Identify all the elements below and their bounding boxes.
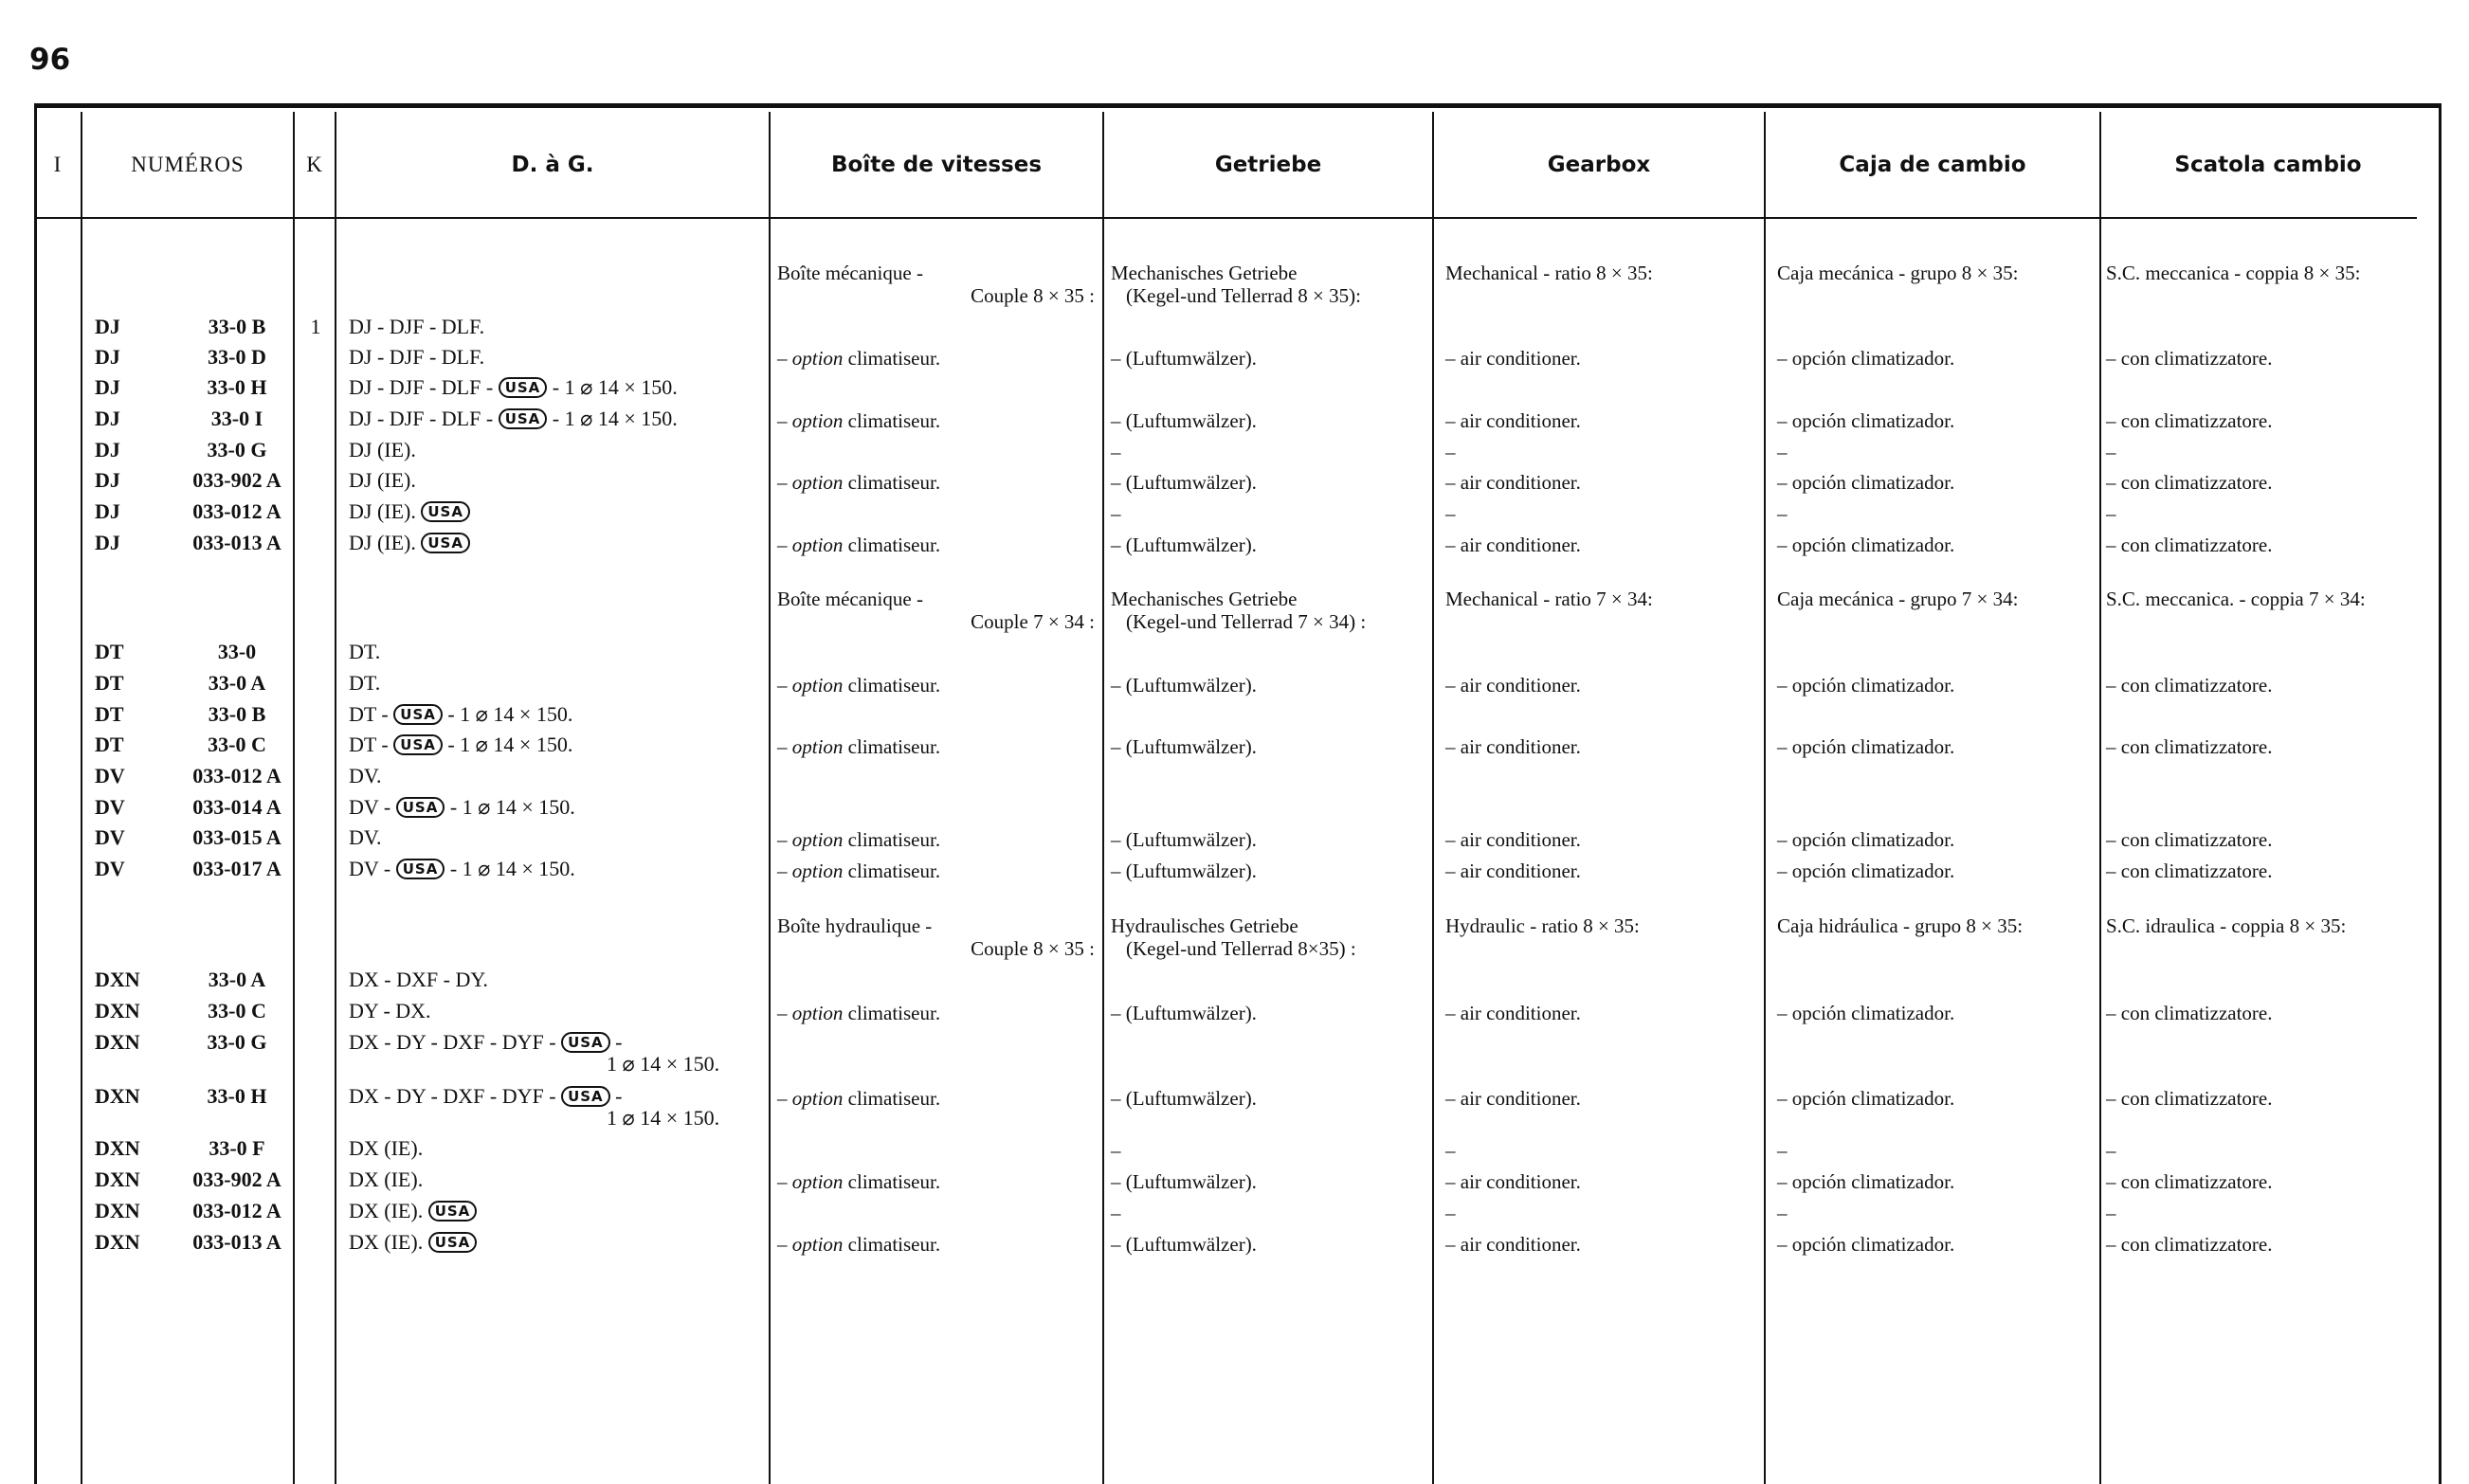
row-number: 33-0 G xyxy=(207,1030,267,1054)
row-dg xyxy=(349,1166,766,1194)
row-k xyxy=(301,1228,330,1257)
row-number: 033-015 A xyxy=(192,825,281,849)
row-dg xyxy=(349,1197,766,1225)
row-code: DJ xyxy=(95,438,120,461)
row-code: DXN xyxy=(95,1167,140,1191)
row-dg-continued: 1 ⌀ 14 × 150. xyxy=(607,1052,720,1076)
option-dash-it: – xyxy=(2106,502,2116,525)
group-heading-es: Caja mecánica - grupo 8 × 35: xyxy=(1777,262,2019,284)
row-k xyxy=(301,762,330,790)
option-en: – air conditioner. xyxy=(1445,347,1581,370)
header-fr: Boîte de vitesses xyxy=(830,153,1043,177)
row-k xyxy=(301,855,330,883)
option-fr: – option climatiseur. xyxy=(777,860,941,882)
option-it: – con climatizzatore. xyxy=(2106,1170,2273,1193)
option-en: – air conditioner. xyxy=(1445,534,1581,556)
dg-text: DJ - DJF - DLF. xyxy=(349,315,485,338)
row-k xyxy=(301,529,330,557)
page-number: 96 xyxy=(29,43,71,77)
option-de: – (Luftumwälzer). xyxy=(1111,347,1257,370)
row-number: 033-013 A xyxy=(192,1230,281,1254)
option-dash-es: – xyxy=(1777,1139,1788,1162)
row-number: 33-0 A xyxy=(208,671,266,695)
option-it: – con climatizzatore. xyxy=(2106,674,2273,697)
option-fr: – option climatiseur. xyxy=(777,674,941,697)
option-de: – (Luftumwälzer). xyxy=(1111,471,1257,494)
option-en: – air conditioner. xyxy=(1445,1087,1581,1110)
dg-text: - 1 ⌀ 14 × 150. xyxy=(445,857,575,880)
row-number: 033-012 A xyxy=(192,1199,281,1222)
row-k xyxy=(301,1166,330,1194)
row-number: 33-0 F xyxy=(209,1136,265,1160)
dg-text: DT - xyxy=(349,702,394,726)
row-dg xyxy=(349,855,766,883)
row-k: 1 xyxy=(310,315,321,338)
row-number: 033-013 A xyxy=(192,531,281,554)
row-number: 033-902 A xyxy=(192,1167,281,1191)
row-code: DXN xyxy=(95,1199,140,1222)
usa-badge: USA xyxy=(428,1201,478,1222)
row-dg xyxy=(349,669,766,697)
row-k xyxy=(301,1134,330,1163)
row-code: DXN xyxy=(95,1230,140,1254)
option-it: – con climatizzatore. xyxy=(2106,534,2273,556)
dg-text: DX (IE). xyxy=(349,1230,428,1254)
row-dg xyxy=(349,638,766,666)
option-es: – opción climatizador. xyxy=(1777,347,1955,370)
option-dash-es: – xyxy=(1777,502,1788,525)
col-divider xyxy=(335,112,336,1484)
option-es: – opción climatizador. xyxy=(1777,1233,1955,1256)
row-dg xyxy=(349,373,766,402)
row-code: DV xyxy=(95,825,125,849)
row-number: 33-0 B xyxy=(208,702,266,726)
option-es: – opción climatizador. xyxy=(1777,828,1955,851)
row-code: DJ xyxy=(95,468,120,492)
usa-badge: USA xyxy=(421,501,470,522)
row-dg xyxy=(349,997,766,1025)
option-fr: – option climatiseur. xyxy=(777,1233,941,1256)
row-k xyxy=(301,436,330,464)
option-en: – air conditioner. xyxy=(1445,1170,1581,1193)
option-es: – opción climatizador. xyxy=(1777,735,1955,758)
option-de: – (Luftumwälzer). xyxy=(1111,860,1257,882)
row-dg xyxy=(349,762,766,790)
row-code: DXN xyxy=(95,1084,140,1108)
row-k xyxy=(301,669,330,697)
dg-text: DX - DY - DXF - DYF - xyxy=(349,1030,562,1054)
row-k xyxy=(301,638,330,666)
dg-text: DV - xyxy=(349,795,396,819)
row-number: 33-0 H xyxy=(207,1084,267,1108)
group-heading-en: Mechanical - ratio 7 × 34: xyxy=(1445,588,1653,610)
option-en: – air conditioner. xyxy=(1445,735,1581,758)
usa-badge: USA xyxy=(393,734,443,755)
col-divider xyxy=(81,112,82,1484)
usa-badge: USA xyxy=(499,408,548,429)
row-k xyxy=(301,793,330,822)
dg-text: DJ (IE). xyxy=(349,468,416,492)
group-heading-en: Mechanical - ratio 8 × 35: xyxy=(1445,262,1653,284)
dg-text: DJ - DJF - DLF - xyxy=(349,407,499,430)
option-dash-de: – xyxy=(1111,502,1121,525)
row-dg xyxy=(349,405,766,433)
option-es: – opción climatizador. xyxy=(1777,674,1955,697)
option-it: – con climatizzatore. xyxy=(2106,471,2273,494)
option-dash-es: – xyxy=(1777,1202,1788,1224)
option-dash-de: – xyxy=(1111,1202,1121,1224)
row-number: 33-0 B xyxy=(208,315,266,338)
option-es: – opción climatizador. xyxy=(1777,1002,1955,1024)
row-dg xyxy=(349,823,766,852)
row-dg xyxy=(349,529,766,557)
row-number: 033-012 A xyxy=(192,499,281,523)
option-dash-en: – xyxy=(1445,1139,1456,1162)
dg-text: DJ (IE). xyxy=(349,499,422,523)
row-code: DJ xyxy=(95,499,120,523)
dg-text: DT - xyxy=(349,733,394,756)
option-en: – air conditioner. xyxy=(1445,860,1581,882)
row-dg xyxy=(349,343,766,371)
row-number: 33-0 I xyxy=(210,407,263,430)
dg-text: DX (IE). xyxy=(349,1199,428,1222)
option-it: – con climatizzatore. xyxy=(2106,735,2273,758)
row-code: DXN xyxy=(95,999,140,1023)
option-de: – (Luftumwälzer). xyxy=(1111,1087,1257,1110)
row-k xyxy=(301,1197,330,1225)
dg-text: - xyxy=(609,1084,623,1108)
dg-text: DV - xyxy=(349,857,396,880)
frame-left xyxy=(34,103,37,1484)
option-it: – con climatizzatore. xyxy=(2106,1087,2273,1110)
row-code: DXN xyxy=(95,968,140,991)
group-heading-it: S.C. meccanica - coppia 8 × 35: xyxy=(2106,262,2361,284)
group-heading-fr: Boîte mécanique - Couple 8 × 35 : xyxy=(777,262,1095,307)
dg-text: DX (IE). xyxy=(349,1136,424,1160)
header-it: Scatola cambio xyxy=(2174,153,2362,177)
frame-right xyxy=(2439,103,2442,1484)
option-it: – con climatizzatore. xyxy=(2106,347,2273,370)
group-heading-de: Mechanisches Getriebe (Kegel-und Tellerrad 7 × 34) : xyxy=(1111,588,1367,633)
option-it: – con climatizzatore. xyxy=(2106,828,2273,851)
row-dg xyxy=(349,436,766,464)
group-heading-fr: Boîte hydraulique - Couple 8 × 35 : xyxy=(777,914,1095,960)
row-number: 33-0 C xyxy=(208,733,266,756)
row-k xyxy=(301,1028,330,1057)
option-en: – air conditioner. xyxy=(1445,1233,1581,1256)
group-heading-de: Hydraulisches Getriebe (Kegel-und Tellerrad 8×35) : xyxy=(1111,914,1356,960)
option-fr: – option climatiseur. xyxy=(777,1002,941,1024)
row-dg xyxy=(349,731,766,759)
row-dg xyxy=(349,700,766,729)
usa-badge: USA xyxy=(421,533,470,553)
row-k xyxy=(301,373,330,402)
row-code: DJ xyxy=(95,315,120,338)
col-divider xyxy=(2099,112,2101,1484)
row-code: DJ xyxy=(95,375,120,399)
row-k xyxy=(301,997,330,1025)
option-de: – (Luftumwälzer). xyxy=(1111,534,1257,556)
option-es: – opción climatizador. xyxy=(1777,860,1955,882)
usa-badge: USA xyxy=(428,1232,478,1253)
row-k xyxy=(301,823,330,852)
dg-text: - 1 ⌀ 14 × 150. xyxy=(442,733,573,756)
dg-text: DX - DY - DXF - DYF - xyxy=(349,1084,562,1108)
row-number: 33-0 C xyxy=(208,999,266,1023)
group-heading-es: Caja hidráulica - grupo 8 × 35: xyxy=(1777,914,2024,937)
dg-text: DX - DXF - DY. xyxy=(349,968,488,991)
option-dash-en: – xyxy=(1445,502,1456,525)
header-dg: D. à G. xyxy=(511,153,594,177)
row-k xyxy=(301,966,330,994)
option-it: – con climatizzatore. xyxy=(2106,860,2273,882)
dg-text: - xyxy=(609,1030,623,1054)
row-number: 033-017 A xyxy=(192,857,281,880)
option-fr: – option climatiseur. xyxy=(777,1087,941,1110)
row-code: DXN xyxy=(95,1030,140,1054)
option-fr: – option climatiseur. xyxy=(777,735,941,758)
col-divider xyxy=(769,112,771,1484)
dg-text: - 1 ⌀ 14 × 150. xyxy=(442,702,573,726)
header-rule xyxy=(34,217,2417,219)
option-fr: – option climatiseur. xyxy=(777,534,941,556)
dg-text: DY - DX. xyxy=(349,999,431,1023)
row-k xyxy=(301,343,330,371)
option-en: – air conditioner. xyxy=(1445,409,1581,432)
dg-text: - 1 ⌀ 14 × 150. xyxy=(445,795,575,819)
option-dash-it: – xyxy=(2106,1139,2116,1162)
dg-text: DV. xyxy=(349,764,382,787)
row-dg xyxy=(349,793,766,822)
option-de: – (Luftumwälzer). xyxy=(1111,1233,1257,1256)
row-dg xyxy=(349,466,766,495)
option-dash-en: – xyxy=(1445,1202,1456,1224)
row-number: 033-014 A xyxy=(192,795,281,819)
row-number: 33-0 H xyxy=(207,375,267,399)
option-es: – opción climatizador. xyxy=(1777,1087,1955,1110)
option-fr: – option climatiseur. xyxy=(777,409,941,432)
option-de: – (Luftumwälzer). xyxy=(1111,409,1257,432)
row-dg xyxy=(349,313,766,341)
option-de: – (Luftumwälzer). xyxy=(1111,1170,1257,1193)
option-dash-es: – xyxy=(1777,441,1788,463)
usa-badge: USA xyxy=(561,1032,610,1053)
row-dg xyxy=(349,1228,766,1257)
row-k xyxy=(301,498,330,526)
row-k xyxy=(301,700,330,729)
row-code: DV xyxy=(95,857,125,880)
option-es: – opción climatizador. xyxy=(1777,1170,1955,1193)
row-k xyxy=(301,731,330,759)
dg-text: DJ - DJF - DLF. xyxy=(349,345,485,369)
header-de: Getriebe xyxy=(1214,153,1322,177)
option-es: – opción climatizador. xyxy=(1777,409,1955,432)
dg-text: DX (IE). xyxy=(349,1167,424,1191)
option-de: – (Luftumwälzer). xyxy=(1111,1002,1257,1024)
option-it: – con climatizzatore. xyxy=(2106,409,2273,432)
row-code: DV xyxy=(95,764,125,787)
top-rule xyxy=(34,103,2442,108)
option-es: – opción climatizador. xyxy=(1777,534,1955,556)
col-divider xyxy=(1102,112,1104,1484)
option-es: – opción climatizador. xyxy=(1777,471,1955,494)
option-en: – air conditioner. xyxy=(1445,1002,1581,1024)
usa-badge: USA xyxy=(499,377,548,398)
option-fr: – option climatiseur. xyxy=(777,828,941,851)
row-code: DT xyxy=(95,671,124,695)
dg-text: DV. xyxy=(349,825,382,849)
row-number: 33-0 A xyxy=(208,968,266,991)
group-heading-en: Hydraulic - ratio 8 × 35: xyxy=(1445,914,1640,937)
group-heading-it: S.C. idraulica - coppia 8 × 35: xyxy=(2106,914,2347,937)
row-code: DT xyxy=(95,702,124,726)
option-dash-it: – xyxy=(2106,441,2116,463)
usa-badge: USA xyxy=(396,859,445,879)
group-heading-es: Caja mecánica - grupo 7 × 34: xyxy=(1777,588,2019,610)
row-number: 33-0 G xyxy=(207,438,267,461)
row-number: 33-0 D xyxy=(208,345,266,369)
row-code: DXN xyxy=(95,1136,140,1160)
group-heading-de: Mechanisches Getriebe (Kegel-und Tellerrad 8 × 35): xyxy=(1111,262,1361,307)
option-en: – air conditioner. xyxy=(1445,471,1581,494)
option-dash-de: – xyxy=(1111,441,1121,463)
usa-badge: USA xyxy=(393,704,443,725)
header-numeros: NUMÉROS xyxy=(131,153,245,176)
dg-text: DJ (IE). xyxy=(349,531,422,554)
dg-text: - 1 ⌀ 14 × 150. xyxy=(547,407,678,430)
row-dg xyxy=(349,1134,766,1163)
row-dg xyxy=(349,498,766,526)
option-en: – air conditioner. xyxy=(1445,828,1581,851)
option-fr: – option climatiseur. xyxy=(777,471,941,494)
row-dg xyxy=(349,966,766,994)
option-fr: – option climatiseur. xyxy=(777,347,941,370)
header-en: Gearbox xyxy=(1547,153,1651,177)
col-divider xyxy=(1432,112,1434,1484)
row-code: DJ xyxy=(95,407,120,430)
group-heading-it: S.C. meccanica. - coppia 7 × 34: xyxy=(2106,588,2366,610)
row-number: 033-012 A xyxy=(192,764,281,787)
option-de: – (Luftumwälzer). xyxy=(1111,735,1257,758)
row-k xyxy=(301,405,330,433)
row-code: DT xyxy=(95,640,124,663)
header-k: K xyxy=(306,153,323,176)
header-es: Caja de cambio xyxy=(1839,153,2026,177)
dg-text: - 1 ⌀ 14 × 150. xyxy=(547,375,678,399)
option-it: – con climatizzatore. xyxy=(2106,1002,2273,1024)
row-dg-continued: 1 ⌀ 14 × 150. xyxy=(607,1106,720,1130)
row-k xyxy=(301,466,330,495)
row-code: DT xyxy=(95,733,124,756)
row-code: DJ xyxy=(95,345,120,369)
header-i: I xyxy=(53,153,63,176)
option-it: – con climatizzatore. xyxy=(2106,1233,2273,1256)
row-number: 33-0 xyxy=(217,640,257,663)
row-code: DJ xyxy=(95,531,120,554)
option-de: – (Luftumwälzer). xyxy=(1111,674,1257,697)
col-divider xyxy=(1764,112,1766,1484)
dg-text: DJ (IE). xyxy=(349,438,416,461)
dg-text: DT. xyxy=(349,671,381,695)
option-dash-en: – xyxy=(1445,441,1456,463)
usa-badge: USA xyxy=(396,797,445,818)
option-dash-de: – xyxy=(1111,1139,1121,1162)
dg-text: DT. xyxy=(349,640,381,663)
row-number: 033-902 A xyxy=(192,468,281,492)
dg-text: DJ - DJF - DLF - xyxy=(349,375,499,399)
group-heading-fr: Boîte mécanique - Couple 7 × 34 : xyxy=(777,588,1095,633)
option-de: – (Luftumwälzer). xyxy=(1111,828,1257,851)
row-k xyxy=(301,1082,330,1111)
option-en: – air conditioner. xyxy=(1445,674,1581,697)
option-dash-it: – xyxy=(2106,1202,2116,1224)
option-fr: – option climatiseur. xyxy=(777,1170,941,1193)
usa-badge: USA xyxy=(561,1086,610,1107)
row-code: DV xyxy=(95,795,125,819)
